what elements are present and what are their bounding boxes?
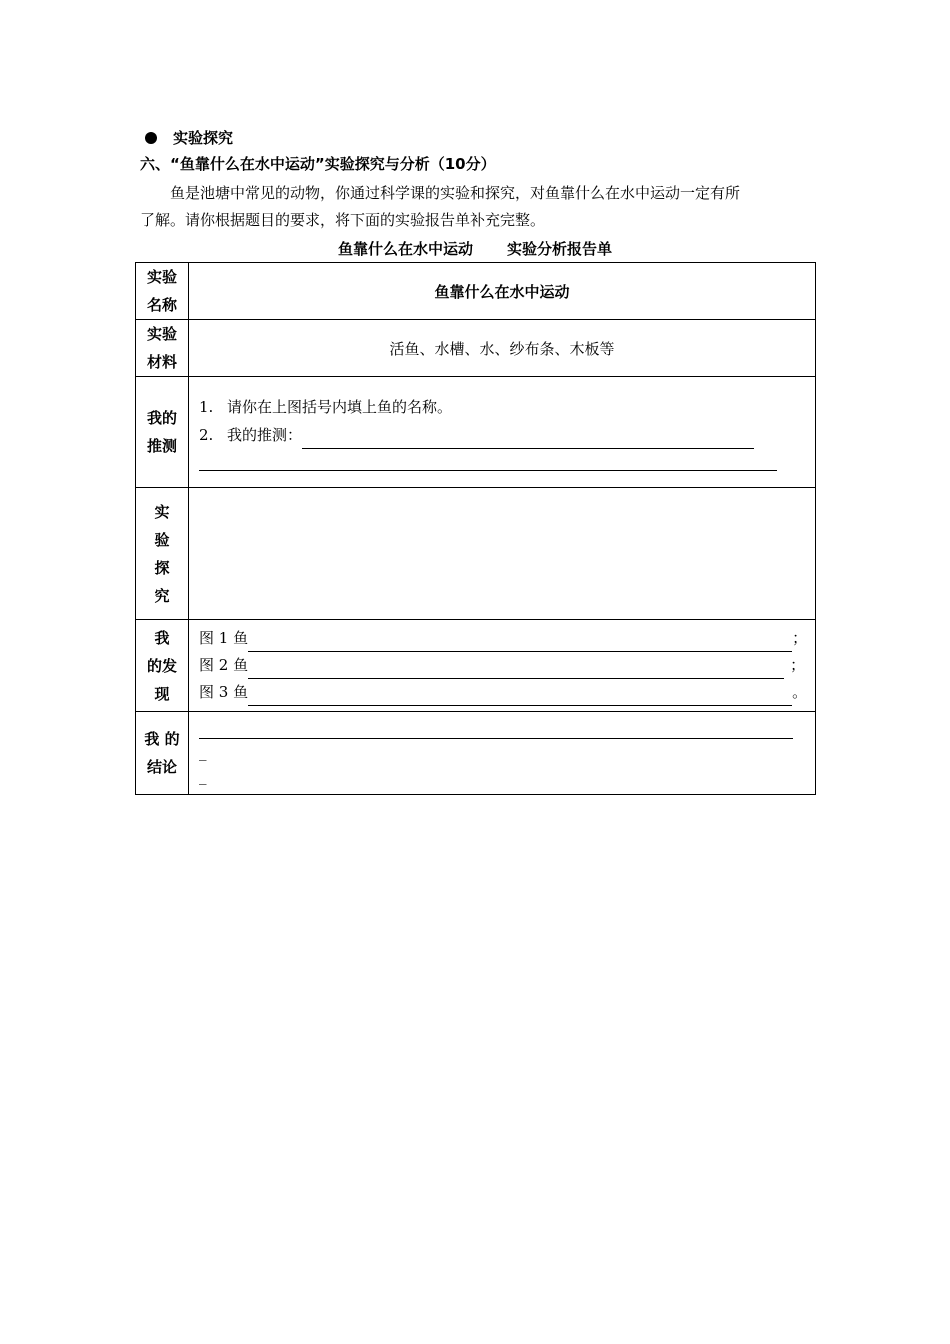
report-title (135, 238, 815, 259)
value-materials: 活鱼、水槽、水、纱布条、木板等 (189, 320, 816, 377)
row-guess (136, 377, 816, 488)
label-explore: 实 验 探 究 (136, 488, 189, 620)
label-materials: 实验 材料 (136, 320, 189, 377)
section-title: 实验探究 (173, 129, 234, 147)
guess-item-2: 2. 我的推测： (199, 421, 815, 449)
row-explore (136, 488, 816, 620)
label-guess: 我的 推测 (136, 377, 189, 488)
guess-cell (189, 377, 816, 488)
finding-2-line[interactable] (248, 662, 784, 679)
finding-1-line[interactable] (248, 635, 792, 652)
conclusion-mark-1: _ (199, 743, 207, 761)
section-heading (145, 127, 233, 148)
finding-3: 图 3 鱼 。 (189, 679, 815, 706)
conclusion-cell (189, 712, 816, 795)
finding-1: 图 1 鱼 ； (189, 625, 815, 652)
guess-item-1: 1. 请你在上图括号内填上鱼的名称。 (199, 398, 453, 416)
question-title: 六、“鱼靠什么在水中运动”实验探究与分析（10分） (140, 155, 496, 173)
guess-answer-line[interactable] (302, 432, 754, 449)
intro-line-1: 鱼是池塘中常见的动物，你通过科学课的实验和探究，对鱼靠什么在水中运动一定有所 (170, 184, 741, 202)
conclusion-line[interactable] (199, 722, 793, 739)
row-findings (136, 620, 816, 712)
bullet-icon (145, 132, 157, 144)
label-findings: 我 的发 现 (136, 620, 189, 712)
row-name (136, 263, 816, 320)
report-table (135, 262, 816, 795)
label-name: 实验 名称 (136, 263, 189, 320)
report-title-left: 鱼靠什么在水中运动 (337, 240, 473, 258)
conclusion-mark-2: _ (199, 767, 207, 785)
value-name: 鱼靠什么在水中运动 (189, 263, 816, 320)
report-title-right: 实验分析报告单 (507, 240, 613, 258)
row-conclusion (136, 712, 816, 795)
label-conclusion: 我 的 结论 (136, 712, 189, 795)
intro-line-2: 了解。请你根据题目的要求，将下面的实验报告单补充完整。 (140, 211, 546, 229)
finding-2: 图 2 鱼 ； (189, 652, 815, 679)
row-materials (136, 320, 816, 377)
finding-3-line[interactable] (248, 689, 792, 706)
explore-cell[interactable] (189, 488, 816, 620)
question-intro (140, 180, 820, 234)
findings-cell (189, 620, 816, 712)
guess-answer-line-2[interactable] (199, 454, 777, 471)
